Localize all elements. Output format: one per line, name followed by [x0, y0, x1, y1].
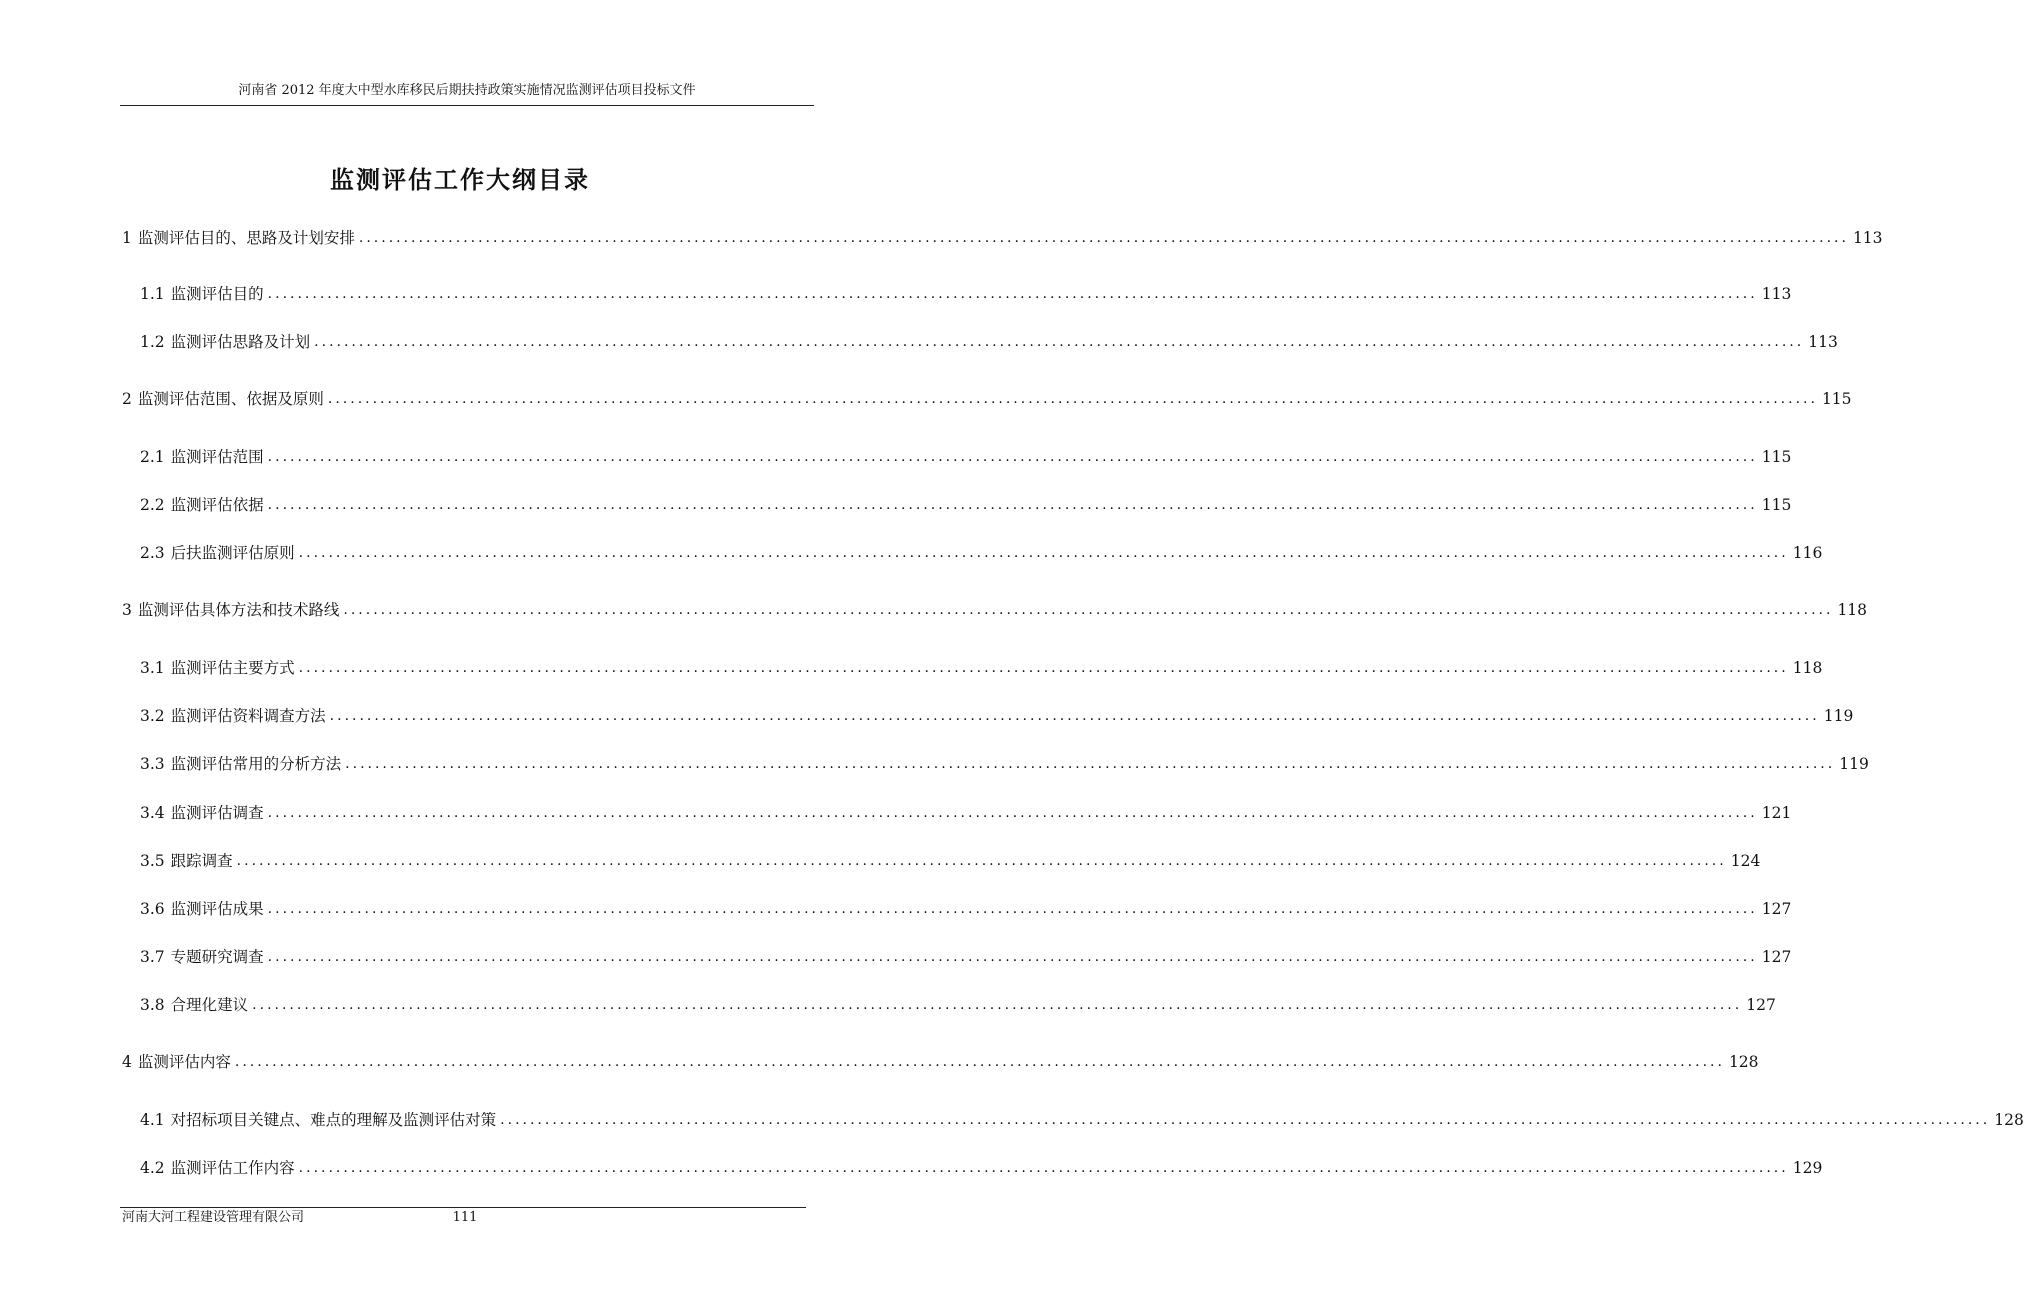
toc-dot-leader: ........................................................................................................................................................................................................	[236, 853, 1727, 869]
toc-dot-leader: ........................................................................................................................................................................................................	[358, 230, 1849, 246]
toc-entry-label	[122, 227, 355, 249]
toc-dot-leader: ........................................................................................................................................................................................................	[500, 1112, 1991, 1128]
toc-entry-text: 监测评估资料调查方法	[170, 707, 326, 725]
toc-entry-label	[140, 705, 326, 727]
toc-entry-label	[140, 494, 264, 516]
toc-entry-number: 3.4	[140, 804, 165, 822]
toc-entry[interactable]	[122, 653, 1823, 679]
toc-entry[interactable]	[122, 538, 1823, 564]
toc-entry-number: 3.7	[140, 948, 165, 966]
toc-entry-number: 2	[122, 390, 132, 408]
toc-entry-label	[122, 388, 324, 410]
toc-entry-text: 监测评估调查	[170, 804, 264, 822]
toc-entry-label	[122, 1051, 231, 1073]
toc-entry-label	[140, 331, 310, 353]
toc-entry[interactable]	[122, 327, 1838, 353]
toc-entry-page: 127	[1761, 900, 1792, 918]
toc-entry-number: 2.2	[140, 496, 165, 514]
toc-dot-leader: ........................................................................................................................................................................................................	[298, 545, 1789, 561]
toc-dot-leader: ........................................................................................................................................................................................................	[329, 708, 1820, 724]
toc-entry-number: 3	[122, 601, 132, 619]
toc-dot-leader: ........................................................................................................................................................................................................	[252, 997, 1743, 1013]
toc-entry-page: 113	[1761, 285, 1792, 303]
toc-entry-text: 监测评估范围、依据及原则	[137, 390, 324, 408]
toc-entry-page: 118	[1837, 601, 1868, 619]
toc-entry-number: 3.5	[140, 852, 165, 870]
toc-dot-leader: ........................................................................................................................................................................................................	[298, 660, 1789, 676]
toc-entry-number: 4	[122, 1053, 132, 1071]
toc-entry-label	[140, 446, 264, 468]
footer-divider	[120, 1207, 806, 1208]
toc-entry-page: 127	[1746, 996, 1776, 1014]
toc-entry-number: 1.1	[140, 285, 165, 303]
toc-entry[interactable]	[122, 749, 1869, 775]
toc-entry[interactable]	[122, 442, 1792, 468]
toc-entry[interactable]	[122, 990, 1776, 1016]
toc-entry-text: 监测评估思路及计划	[170, 333, 311, 351]
toc-dot-leader: ........................................................................................................................................................................................................	[267, 449, 1758, 465]
toc-entry-page: 127	[1761, 948, 1792, 966]
toc-entry[interactable]	[122, 223, 1883, 249]
toc-dot-leader: ........................................................................................................................................................................................................	[327, 391, 1818, 407]
toc-dot-leader: ........................................................................................................................................................................................................	[267, 805, 1758, 821]
toc-entry-number: 4.2	[140, 1159, 165, 1177]
toc-entry-label	[140, 542, 295, 564]
page-title: 监测评估工作大纲目录	[330, 166, 590, 194]
toc-entry-number: 2.3	[140, 544, 165, 562]
toc-dot-leader: ........................................................................................................................................................................................................	[314, 334, 1805, 350]
toc-entry-text: 监测评估工作内容	[170, 1159, 295, 1177]
toc-entry-text: 监测评估依据	[170, 496, 264, 514]
toc-entry-page: 119	[1823, 707, 1854, 725]
toc-entry-number: 2.1	[140, 448, 165, 466]
header-divider	[120, 105, 814, 106]
toc-entry-text: 监测评估目的、思路及计划安排	[137, 229, 355, 247]
toc-entry-label	[140, 283, 264, 305]
toc-entry-number: 4.1	[140, 1111, 165, 1129]
toc-entry-text: 监测评估常用的分析方法	[170, 755, 342, 773]
toc-entry-page: 115	[1761, 448, 1792, 466]
toc-entry-label	[140, 802, 264, 824]
toc-dot-leader: ........................................................................................................................................................................................................	[343, 602, 1834, 618]
toc-entry-label	[140, 850, 233, 872]
toc-entry-page: 115	[1761, 496, 1792, 514]
toc-entry-text: 对招标项目关键点、难点的理解及监测评估对策	[170, 1111, 497, 1129]
footer-page-number: 111	[452, 1210, 478, 1225]
toc-dot-leader: ........................................................................................................................................................................................................	[345, 756, 1836, 772]
toc-entry-text: 监测评估主要方式	[170, 659, 295, 677]
toc-entry[interactable]	[122, 798, 1792, 824]
toc-dot-leader: ........................................................................................................................................................................................................	[298, 1160, 1789, 1176]
toc-entry-label	[140, 753, 341, 775]
toc-entry-page: 124	[1730, 852, 1761, 870]
toc-entry-label	[122, 599, 339, 621]
toc-entry-label	[140, 946, 264, 968]
toc-entry-text: 监测评估成果	[170, 900, 264, 918]
toc-entry-page: 129	[1792, 1159, 1823, 1177]
toc-entry-text: 专题研究调查	[170, 948, 264, 966]
toc-entry[interactable]	[122, 279, 1792, 305]
toc-entry[interactable]	[122, 1105, 2024, 1131]
toc-entry-label	[140, 657, 295, 679]
toc-entry-text: 跟踪调查	[170, 852, 233, 870]
toc-entry-page: 128	[1994, 1111, 2024, 1129]
toc-entry-page: 128	[1728, 1053, 1759, 1071]
toc-entry[interactable]	[122, 1047, 1759, 1073]
toc-entry-page: 113	[1808, 333, 1838, 351]
toc-entry[interactable]	[122, 894, 1792, 920]
toc-entry[interactable]	[122, 846, 1761, 872]
toc-entry-text: 监测评估范围	[170, 448, 264, 466]
toc-dot-leader: ........................................................................................................................................................................................................	[267, 949, 1758, 965]
toc-entry-page: 121	[1761, 804, 1792, 822]
toc-dot-leader: ........................................................................................................................................................................................................	[234, 1054, 1725, 1070]
toc-entry-text: 监测评估具体方法和技术路线	[137, 601, 340, 619]
toc-entry[interactable]	[122, 384, 1852, 410]
toc-entry-label	[140, 1109, 496, 1131]
toc-entry-text: 合理化建议	[170, 996, 249, 1014]
toc-entry-number: 3.8	[140, 996, 165, 1014]
toc-entry-text: 监测评估目的	[170, 285, 264, 303]
toc-entry-number: 3.2	[140, 707, 165, 725]
toc-dot-leader: ........................................................................................................................................................................................................	[267, 497, 1758, 513]
toc-entry[interactable]	[122, 595, 1868, 621]
toc-entry-page: 119	[1839, 755, 1869, 773]
toc-entry-page: 118	[1792, 659, 1823, 677]
footer-company: 河南大河工程建设管理有限公司	[122, 1210, 305, 1225]
toc-entry[interactable]	[122, 490, 1792, 516]
toc-entry[interactable]	[122, 942, 1792, 968]
toc-entry-label	[140, 994, 248, 1016]
toc-dot-leader: ........................................................................................................................................................................................................	[267, 901, 1758, 917]
toc-entry-label	[140, 1157, 295, 1179]
toc-entry-text: 监测评估内容	[137, 1053, 231, 1071]
toc-entry-number: 3.6	[140, 900, 165, 918]
toc-entry-number: 1.2	[140, 333, 165, 351]
header-title: 河南省 2012 年度大中型水库移民后期扶持政策实施情况监测评估项目投标文件	[238, 83, 696, 98]
toc-entry-number: 1	[122, 229, 132, 247]
toc-entry-number: 3.1	[140, 659, 165, 677]
toc-entry-label	[140, 898, 264, 920]
toc-entry-number: 3.3	[140, 755, 165, 773]
toc-entry-text: 后扶监测评估原则	[170, 544, 295, 562]
toc-entry[interactable]	[122, 1153, 1823, 1179]
toc-entry-page: 113	[1852, 229, 1883, 247]
toc-entry-page: 116	[1792, 544, 1823, 562]
toc-dot-leader: ........................................................................................................................................................................................................	[267, 286, 1758, 302]
toc-entry-page: 115	[1821, 390, 1852, 408]
toc-entry[interactable]	[122, 701, 1854, 727]
